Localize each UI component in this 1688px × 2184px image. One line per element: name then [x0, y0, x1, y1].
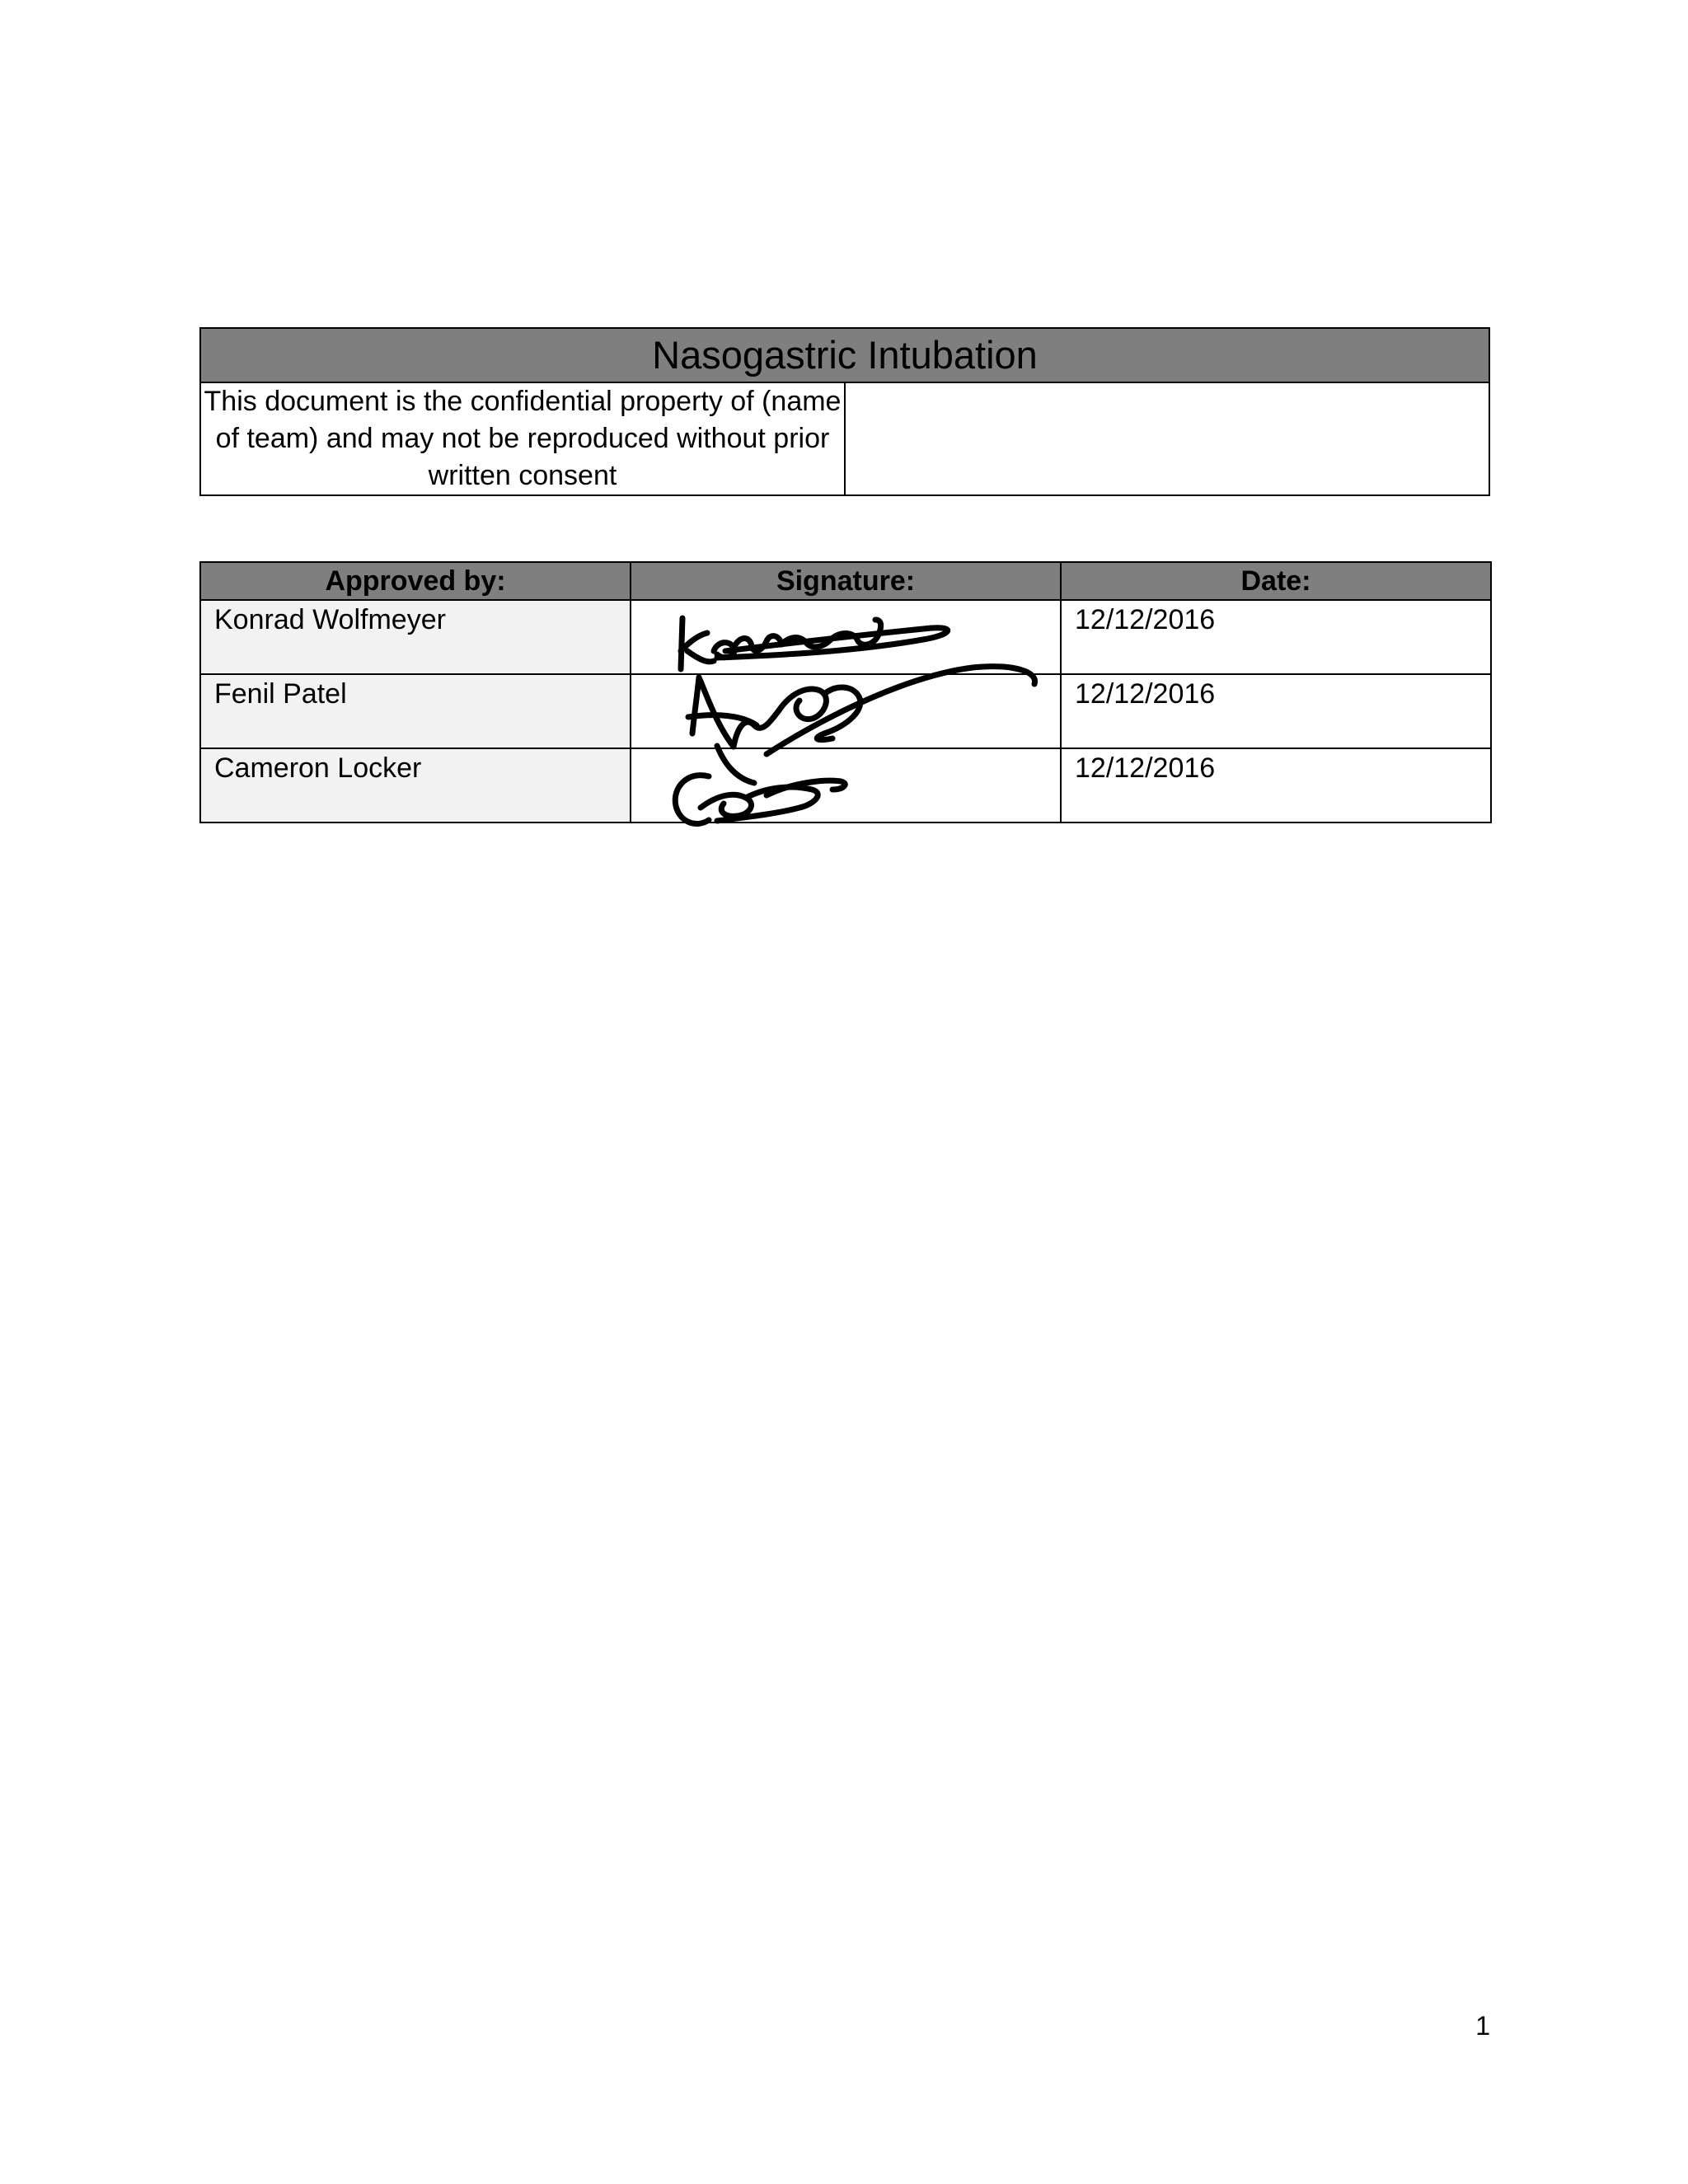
approver-name: Konrad Wolfmeyer: [200, 600, 631, 674]
approved-by-header: Approved by:: [200, 562, 631, 600]
signature-header: Signature:: [631, 562, 1061, 600]
document-title: Nasogastric Intubation: [200, 328, 1489, 382]
approval-date: 12/12/2016: [1061, 600, 1491, 674]
document-header-table: [199, 327, 1490, 496]
signature-cell: [631, 674, 1061, 748]
signature-cell: [631, 748, 1061, 823]
approval-table: [199, 561, 1492, 823]
approval-date: 12/12/2016: [1061, 674, 1491, 748]
page-number: 1: [1475, 2011, 1490, 2041]
table-row: [200, 674, 1491, 748]
table-row: [200, 748, 1491, 823]
approval-header-row: [200, 562, 1491, 600]
header-empty-cell: [845, 382, 1489, 495]
approver-name: Fenil Patel: [200, 674, 631, 748]
date-header: Date:: [1061, 562, 1491, 600]
confidentiality-notice: This document is the confidential property of (name of team) and may not be reproduced without prior written consent: [200, 382, 845, 495]
table-row: [200, 600, 1491, 674]
signature-cell: [631, 600, 1061, 674]
approval-date: 12/12/2016: [1061, 748, 1491, 823]
approver-name: Cameron Locker: [200, 748, 631, 823]
